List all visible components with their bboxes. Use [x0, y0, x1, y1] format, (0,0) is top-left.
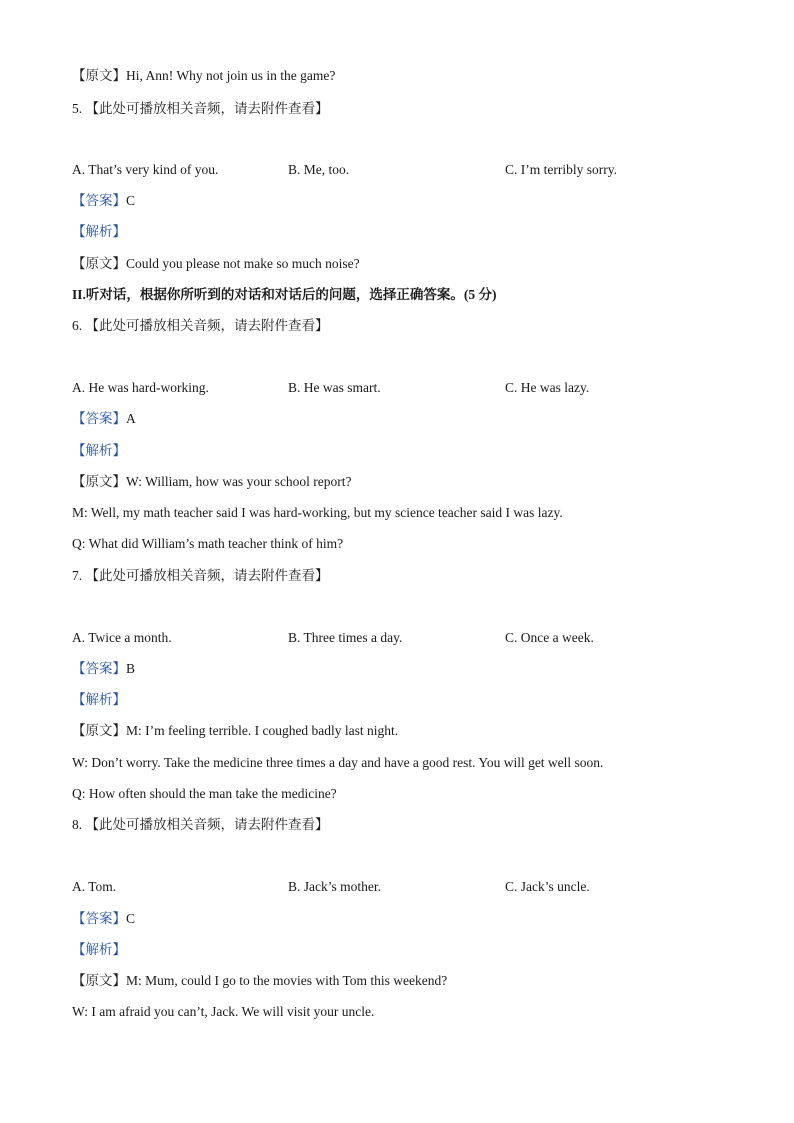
q5-option-c: C. I’m terribly sorry. [505, 162, 617, 177]
answer-tag: 【答案】 [72, 661, 126, 676]
q8-option-a: A. Tom. [72, 879, 117, 894]
q5-option-b: B. Me, too. [288, 162, 350, 177]
q7-audio-prompt: 7. 【此处可播放相关音频，请去附件查看】 [72, 568, 329, 583]
q8-answer-line [72, 910, 135, 928]
answer-tag: 【答案】 [72, 193, 126, 208]
answer-value: C [126, 911, 136, 926]
q7-analysis-tag: 【解析】 [72, 692, 126, 707]
q7-original-line [72, 722, 398, 740]
q6-answer-line [72, 410, 136, 428]
answer-value: B [126, 661, 136, 676]
q6-option-a: A. He was hard-working. [72, 380, 209, 395]
original-text: M: Mum, could I go to the movies with Tom this weekend? [126, 973, 448, 988]
answer-value: C [126, 193, 136, 208]
q6-original-line [72, 473, 352, 491]
q6-audio-prompt: 6. 【此处可播放相关音频，请去附件查看】 [72, 318, 329, 333]
q6-dialogue-line-2: M: Well, my math teacher said I was hard-working, but my science teacher said I was lazy. [72, 505, 563, 520]
original-text: M: I’m feeling terrible. I coughed badly last night. [126, 723, 399, 738]
q5-option-a: A. That’s very kind of you. [72, 162, 219, 177]
q5-original-line [72, 255, 360, 273]
q7-answer-line [72, 660, 135, 678]
original-text: W: William, how was your school report? [126, 474, 352, 489]
original-tag: 【原文】 [72, 68, 126, 83]
q7-option-a: A. Twice a month. [72, 630, 172, 645]
q7-option-c: C. Once a week. [505, 630, 594, 645]
q8-dialogue-line-2: W: I am afraid you can’t, Jack. We will visit your uncle. [72, 1004, 375, 1019]
q4-original-line [72, 67, 335, 85]
original-tag: 【原文】 [72, 973, 126, 988]
q6-question-line: Q: What did William’s math teacher think of him? [72, 536, 344, 551]
q7-question-line: Q: How often should the man take the medicine? [72, 786, 337, 801]
q8-option-c: C. Jack’s uncle. [505, 879, 590, 894]
q8-analysis-tag: 【解析】 [72, 942, 126, 957]
original-text: Could you please not make so much noise? [126, 256, 360, 271]
q6-option-b: B. He was smart. [288, 380, 381, 395]
q6-option-c: C. He was lazy. [505, 380, 590, 395]
q5-analysis-tag: 【解析】 [72, 224, 126, 239]
answer-tag: 【答案】 [72, 911, 126, 926]
original-tag: 【原文】 [72, 723, 126, 738]
q7-dialogue-line-2: W: Don’t worry. Take the medicine three times a day and have a good rest. You will get well soon. [72, 755, 604, 770]
original-text: Hi, Ann! Why not join us in the game? [126, 68, 336, 83]
section-2-heading: II.听对话，根据你所听到的对话和对话后的问题，选择正确答案。(5 分) [72, 287, 497, 302]
q8-option-b: B. Jack’s mother. [288, 879, 381, 894]
original-tag: 【原文】 [72, 256, 126, 271]
answer-value: A [126, 411, 136, 426]
q6-analysis-tag: 【解析】 [72, 443, 126, 458]
q5-answer-line [72, 192, 135, 210]
answer-tag: 【答案】 [72, 411, 126, 426]
q7-option-b: B. Three times a day. [288, 630, 403, 645]
original-tag: 【原文】 [72, 474, 126, 489]
q5-audio-prompt: 5. 【此处可播放相关音频，请去附件查看】 [72, 101, 329, 116]
q8-original-line [72, 972, 447, 990]
q8-audio-prompt: 8. 【此处可播放相关音频，请去附件查看】 [72, 817, 329, 832]
